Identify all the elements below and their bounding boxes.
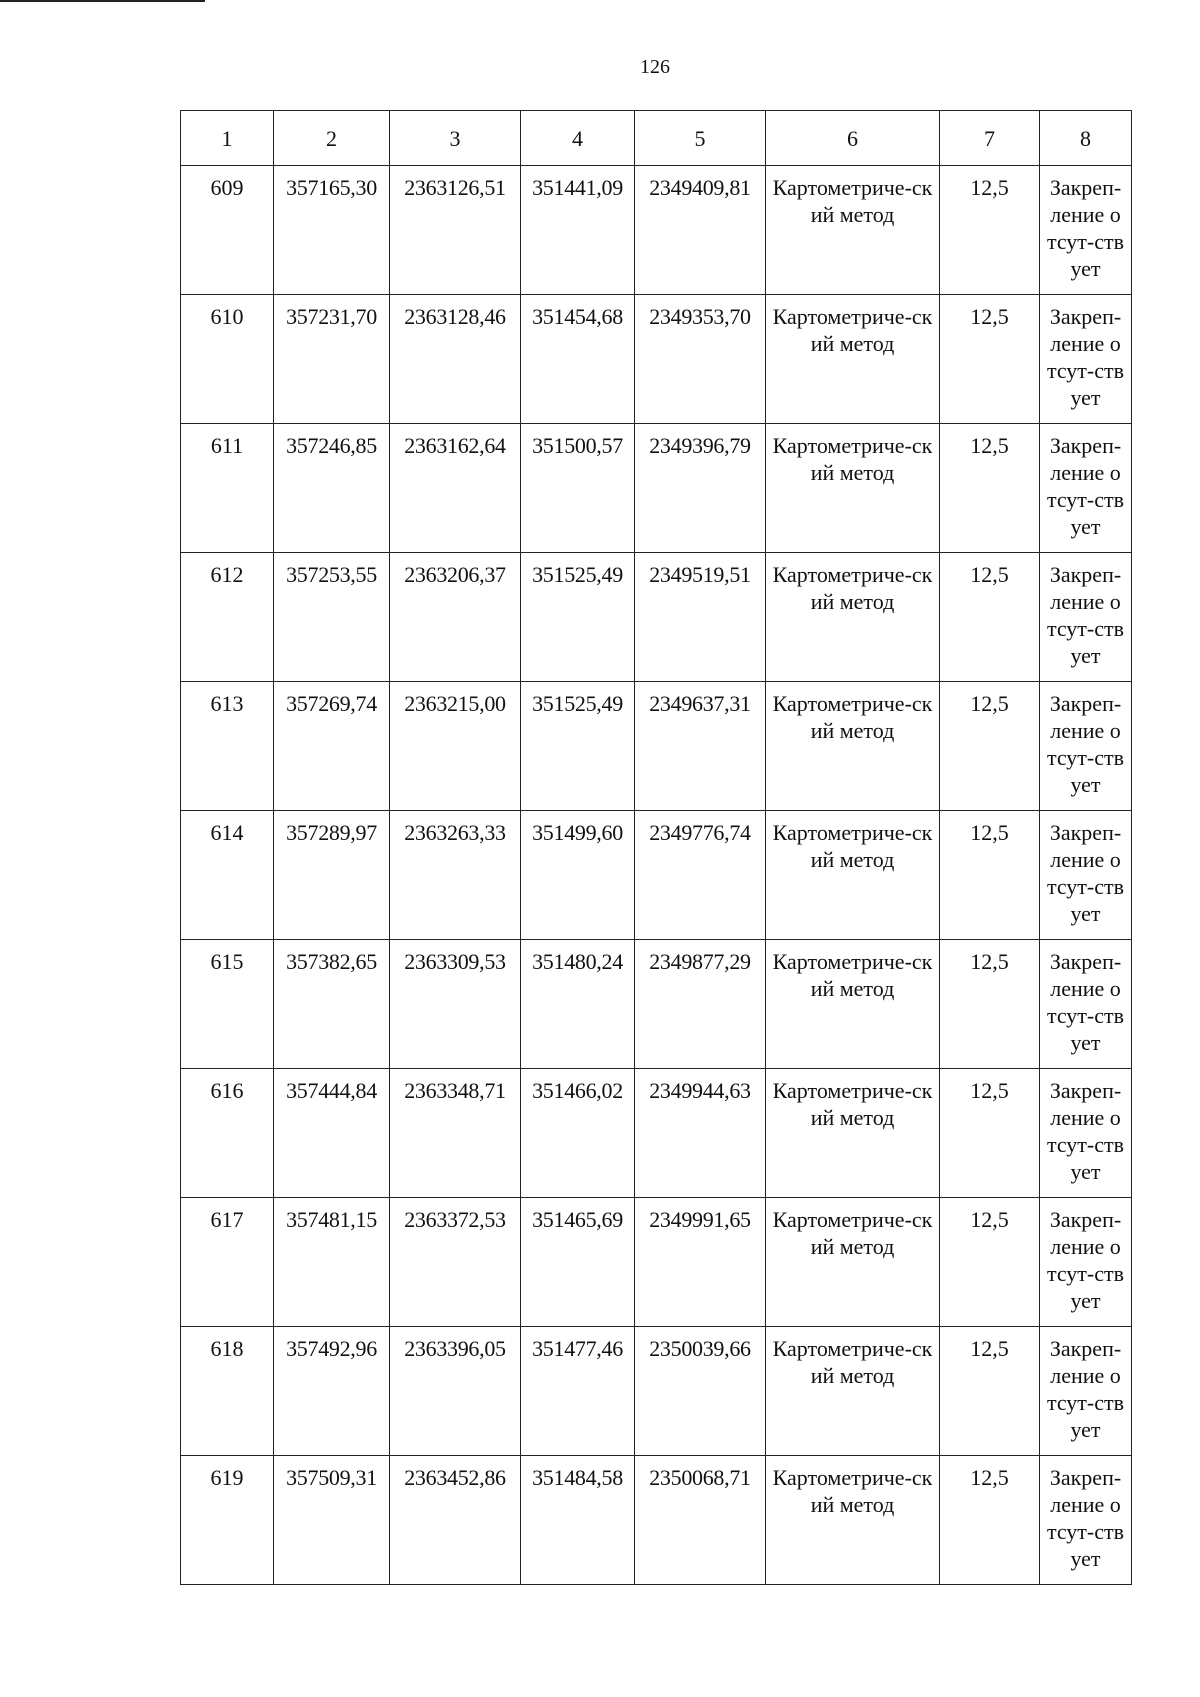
cell-fixing-container	[1040, 424, 1132, 553]
cell-point-number: 611	[181, 424, 274, 553]
cell-precision: 12,5	[940, 1198, 1040, 1327]
cell-fixing-container	[1040, 811, 1132, 940]
cell-coordinate: 2349409,81	[635, 166, 766, 295]
cell-coordinate: 351480,24	[521, 940, 635, 1069]
cell-method: Картометриче-ский метод	[772, 175, 933, 227]
cell-method: Картометриче-ский метод	[772, 949, 933, 1001]
cell-coordinate: 351499,60	[521, 811, 635, 940]
header-cell-8: 8	[1040, 111, 1132, 166]
cell-point-number: 612	[181, 553, 274, 682]
cell-fixing: Закреп-ление отсут-ствует	[1046, 433, 1125, 539]
cell-coordinate: 351465,69	[521, 1198, 635, 1327]
cell-coordinate: 2363126,51	[390, 166, 521, 295]
cell-fixing-container	[1040, 1456, 1132, 1585]
table-row	[181, 166, 1132, 295]
cell-method-container	[766, 682, 940, 811]
cell-coordinate: 351477,46	[521, 1327, 635, 1456]
cell-fixing: Закреп-ление отсут-ствует	[1046, 304, 1125, 410]
header-cell-1: 1	[181, 111, 274, 166]
table-row	[181, 295, 1132, 424]
coordinates-table	[180, 110, 1132, 1585]
cell-fixing-container	[1040, 295, 1132, 424]
cell-coordinate: 2349776,74	[635, 811, 766, 940]
cell-fixing: Закреп-ление отсут-ствует	[1046, 1336, 1125, 1442]
cell-method-container	[766, 1069, 940, 1198]
cell-fixing-container	[1040, 940, 1132, 1069]
header-cell-6: 6	[766, 111, 940, 166]
cell-coordinate: 357509,31	[274, 1456, 390, 1585]
cell-coordinate: 351484,58	[521, 1456, 635, 1585]
cell-precision: 12,5	[940, 1456, 1040, 1585]
cell-coordinate: 2349991,65	[635, 1198, 766, 1327]
table-row	[181, 1456, 1132, 1585]
table-row	[181, 682, 1132, 811]
cell-method-container	[766, 1456, 940, 1585]
table-row	[181, 811, 1132, 940]
cell-method: Картометриче-ский метод	[772, 562, 933, 614]
cell-fixing-container	[1040, 682, 1132, 811]
cell-fixing: Закреп-ление отсут-ствует	[1046, 175, 1125, 281]
cell-coordinate: 2349396,79	[635, 424, 766, 553]
cell-coordinate: 351525,49	[521, 682, 635, 811]
cell-point-number: 616	[181, 1069, 274, 1198]
table-row	[181, 940, 1132, 1069]
cell-coordinate: 2363206,37	[390, 553, 521, 682]
cell-coordinate: 351441,09	[521, 166, 635, 295]
cell-method-container	[766, 166, 940, 295]
cell-coordinate: 357231,70	[274, 295, 390, 424]
cell-method: Картометриче-ский метод	[772, 433, 933, 485]
cell-coordinate: 357165,30	[274, 166, 390, 295]
cell-coordinate: 351525,49	[521, 553, 635, 682]
cell-precision: 12,5	[940, 166, 1040, 295]
cell-coordinate: 2363452,86	[390, 1456, 521, 1585]
cell-method-container	[766, 1327, 940, 1456]
cell-coordinate: 2363372,53	[390, 1198, 521, 1327]
cell-coordinate: 357289,97	[274, 811, 390, 940]
cell-coordinate: 2363263,33	[390, 811, 521, 940]
cell-fixing-container	[1040, 553, 1132, 682]
cell-coordinate: 357253,55	[274, 553, 390, 682]
table-row	[181, 1069, 1132, 1198]
cell-point-number: 614	[181, 811, 274, 940]
cell-point-number: 619	[181, 1456, 274, 1585]
cell-coordinate: 357382,65	[274, 940, 390, 1069]
cell-method-container	[766, 940, 940, 1069]
cell-fixing: Закреп-ление отсут-ствует	[1046, 1078, 1125, 1184]
header-cell-4: 4	[521, 111, 635, 166]
table-row	[181, 553, 1132, 682]
cell-coordinate: 357246,85	[274, 424, 390, 553]
cell-method-container	[766, 424, 940, 553]
cell-coordinate: 351454,68	[521, 295, 635, 424]
cell-precision: 12,5	[940, 424, 1040, 553]
cell-precision: 12,5	[940, 1327, 1040, 1456]
cell-point-number: 610	[181, 295, 274, 424]
cell-coordinate: 2363162,64	[390, 424, 521, 553]
cell-coordinate: 2349944,63	[635, 1069, 766, 1198]
cell-precision: 12,5	[940, 295, 1040, 424]
cell-fixing: Закреп-ление отсут-ствует	[1046, 1207, 1125, 1313]
page-number: 126	[640, 56, 670, 78]
cell-coordinate: 2363348,71	[390, 1069, 521, 1198]
cell-fixing: Закреп-ление отсут-ствует	[1046, 691, 1125, 797]
cell-coordinate: 2349519,51	[635, 553, 766, 682]
cell-coordinate: 2349353,70	[635, 295, 766, 424]
cell-precision: 12,5	[940, 940, 1040, 1069]
cell-coordinate: 357492,96	[274, 1327, 390, 1456]
cell-coordinate: 351466,02	[521, 1069, 635, 1198]
cell-coordinate: 2349877,29	[635, 940, 766, 1069]
cell-method-container	[766, 811, 940, 940]
cell-coordinate: 351500,57	[521, 424, 635, 553]
cell-method-container	[766, 553, 940, 682]
cell-coordinate: 2363215,00	[390, 682, 521, 811]
cell-coordinate: 2350039,66	[635, 1327, 766, 1456]
table-row	[181, 1327, 1132, 1456]
header-cell-5: 5	[635, 111, 766, 166]
table-header-row	[181, 111, 1132, 166]
cell-method-container	[766, 1198, 940, 1327]
cell-method: Картометриче-ский метод	[772, 1078, 933, 1130]
cell-precision: 12,5	[940, 682, 1040, 811]
cell-coordinate: 357269,74	[274, 682, 390, 811]
cell-fixing-container	[1040, 1198, 1132, 1327]
cell-method: Картометриче-ский метод	[772, 820, 933, 872]
cell-point-number: 618	[181, 1327, 274, 1456]
cell-point-number: 609	[181, 166, 274, 295]
cell-precision: 12,5	[940, 553, 1040, 682]
cell-coordinate: 2350068,71	[635, 1456, 766, 1585]
cell-method: Картометриче-ский метод	[772, 691, 933, 743]
cell-precision: 12,5	[940, 811, 1040, 940]
cell-coordinate: 2363128,46	[390, 295, 521, 424]
table-row	[181, 1198, 1132, 1327]
header-cell-7: 7	[940, 111, 1040, 166]
cell-coordinate: 357444,84	[274, 1069, 390, 1198]
cell-fixing-container	[1040, 1327, 1132, 1456]
cell-method: Картометриче-ский метод	[772, 304, 933, 356]
cell-fixing: Закреп-ление отсут-ствует	[1046, 1465, 1125, 1571]
cell-method: Картометриче-ский метод	[772, 1207, 933, 1259]
cell-coordinate: 2363309,53	[390, 940, 521, 1069]
cell-coordinate: 2363396,05	[390, 1327, 521, 1456]
scan-corner-line	[0, 0, 205, 2]
cell-coordinate: 357481,15	[274, 1198, 390, 1327]
header-cell-3: 3	[390, 111, 521, 166]
cell-fixing: Закреп-ление отсут-ствует	[1046, 562, 1125, 668]
cell-method: Картометриче-ский метод	[772, 1465, 933, 1517]
cell-fixing: Закреп-ление отсут-ствует	[1046, 949, 1125, 1055]
cell-fixing-container	[1040, 166, 1132, 295]
cell-point-number: 617	[181, 1198, 274, 1327]
cell-precision: 12,5	[940, 1069, 1040, 1198]
header-cell-2: 2	[274, 111, 390, 166]
cell-point-number: 613	[181, 682, 274, 811]
cell-method-container	[766, 295, 940, 424]
cell-method: Картометриче-ский метод	[772, 1336, 933, 1388]
cell-coordinate: 2349637,31	[635, 682, 766, 811]
table-row	[181, 424, 1132, 553]
cell-point-number: 615	[181, 940, 274, 1069]
cell-fixing-container	[1040, 1069, 1132, 1198]
cell-fixing: Закреп-ление отсут-ствует	[1046, 820, 1125, 926]
